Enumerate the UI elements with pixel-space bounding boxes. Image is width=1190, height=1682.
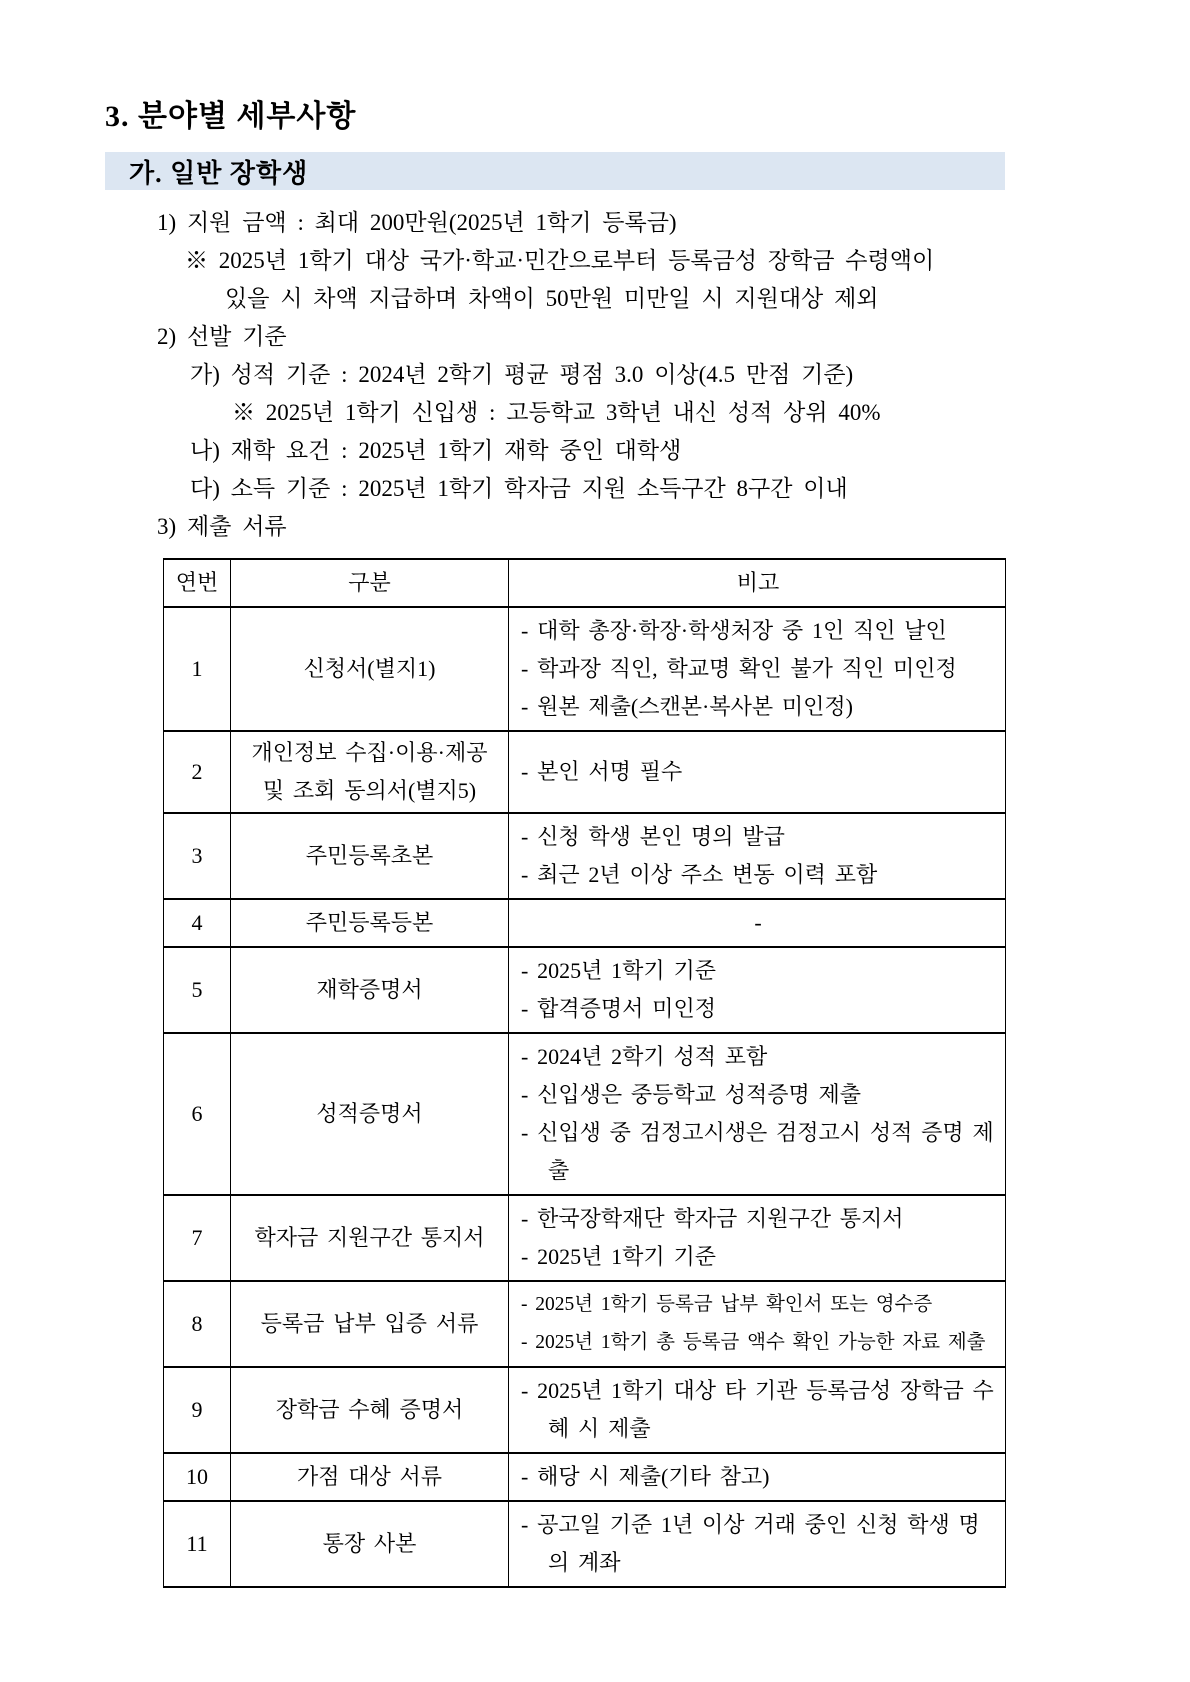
row-remarks (509, 813, 1006, 899)
remark-line: - 2025년 1학기 기준 (521, 1244, 716, 1269)
row-number: 9 (164, 1367, 231, 1453)
table-row (164, 1033, 1006, 1195)
documents-table (163, 558, 1006, 1588)
remark-line: - 신입생은 중등학교 성적증명 제출 (521, 1082, 862, 1107)
header-cell-number: 연번 (164, 559, 231, 607)
remark-line: - 최근 2년 이상 주소 변동 이력 포함 (521, 862, 878, 887)
remark-line: - 2024년 2학기 성적 포함 (521, 1044, 768, 1069)
row-remarks (509, 1453, 1006, 1501)
table-row (164, 1195, 1006, 1281)
row-remarks (509, 607, 1006, 731)
table-row (164, 1281, 1006, 1367)
body-line-selection: 2) 선발 기준 (157, 324, 287, 349)
body-line-support-amount: 1) 지원 금액 : 최대 200만원(2025년 1학기 등록금) (157, 210, 677, 235)
row-category: 재학증명서 (231, 947, 509, 1033)
document-content (105, 98, 1005, 1588)
row-category: 주민등록등본 (231, 899, 509, 947)
table-row (164, 813, 1006, 899)
section-header (105, 152, 1005, 190)
remark-line: - 2025년 1학기 대상 타 기관 등록금성 장학금 수혜 시 제출 (521, 1378, 994, 1441)
row-number: 4 (164, 899, 231, 947)
body-line-note-2: ※ 2025년 1학기 신입생 : 고등학교 3학년 내신 성적 상위 40% (232, 400, 881, 425)
remark-line: - 본인 서명 필수 (521, 759, 683, 784)
body-line-income: 다) 소득 기준 : 2025년 1학기 학자금 지원 소득구간 8구간 이내 (190, 476, 848, 501)
row-number: 1 (164, 607, 231, 731)
row-category: 등록금 납부 입증 서류 (231, 1281, 509, 1367)
table-row (164, 899, 1006, 947)
row-number: 5 (164, 947, 231, 1033)
body-line-documents: 3) 제출 서류 (157, 514, 287, 539)
row-category: 가점 대상 서류 (231, 1453, 509, 1501)
remark-line: - 합격증명서 미인정 (521, 996, 716, 1021)
remark-line: - 한국장학재단 학자금 지원구간 통지서 (521, 1206, 904, 1231)
table-row (164, 731, 1006, 813)
table-header-row (164, 559, 1006, 607)
remark-line: - 학과장 직인, 학교명 확인 불가 직인 미인정 (521, 656, 957, 681)
row-remarks (509, 1195, 1006, 1281)
row-remarks (509, 731, 1006, 813)
row-number: 11 (164, 1501, 231, 1587)
row-number: 8 (164, 1281, 231, 1367)
row-category: 주민등록초본 (231, 813, 509, 899)
row-number: 7 (164, 1195, 231, 1281)
remark-line: - 신청 학생 본인 명의 발급 (521, 824, 785, 849)
remark-line: - 2025년 1학기 기준 (521, 958, 716, 983)
row-category: 신청서(별지1) (231, 607, 509, 731)
row-remarks (509, 1281, 1006, 1367)
row-remarks (509, 1367, 1006, 1453)
row-number: 6 (164, 1033, 231, 1195)
row-remarks (509, 1501, 1006, 1587)
table-row (164, 1453, 1006, 1501)
body-text (105, 204, 1005, 546)
row-number: 2 (164, 731, 231, 813)
page-title: 3. 분야별 세부사항 (105, 100, 357, 133)
remark-line: - 대학 총장·학장·학생처장 중 1인 직인 날인 (521, 618, 947, 643)
row-number: 10 (164, 1453, 231, 1501)
section-header-label: 가. 일반 장학생 (129, 158, 309, 188)
row-category: 성적증명서 (231, 1033, 509, 1195)
remark-line: - 공고일 기준 1년 이상 거래 중인 신청 학생 명의 계좌 (521, 1512, 980, 1575)
header-cell-remarks: 비고 (509, 559, 1006, 607)
header-cell-category: 구분 (231, 559, 509, 607)
row-remarks (509, 1033, 1006, 1195)
body-line-grade: 가) 성적 기준 : 2024년 2학기 평균 평점 3.0 이상(4.5 만점 기준) (190, 362, 854, 387)
documents-table-body (164, 607, 1006, 1587)
body-line-note-1-cont: 있을 시 차액 지급하며 차액이 50만원 미만일 시 지원대상 제외 (225, 286, 879, 311)
table-row (164, 1501, 1006, 1587)
remark-line: - 원본 제출(스캔본·복사본 미인정) (521, 694, 853, 719)
body-line-note-1: ※ 2025년 1학기 대상 국가·학교·민간으로부터 등록금성 장학금 수령액이 (185, 248, 935, 273)
remark-line: - 신입생 중 검정고시생은 검정고시 성적 증명 제출 (521, 1120, 994, 1183)
row-remarks (509, 899, 1006, 947)
row-category: 장학금 수혜 증명서 (231, 1367, 509, 1453)
row-category: 통장 사본 (231, 1501, 509, 1587)
table-row (164, 1367, 1006, 1453)
row-number: 3 (164, 813, 231, 899)
table-row (164, 607, 1006, 731)
row-remarks (509, 947, 1006, 1033)
remark-line: - 2025년 1학기 등록금 납부 확인서 또는 영수증 (521, 1294, 933, 1315)
body-line-enrollment: 나) 재학 요건 : 2025년 1학기 재학 중인 대학생 (190, 438, 682, 463)
remark-line: - 해당 시 제출(기타 참고) (521, 1464, 770, 1489)
row-category: 개인정보 수집·이용·제공 및 조회 동의서(별지5) (231, 731, 509, 813)
table-row (164, 947, 1006, 1033)
remark-line: - 2025년 1학기 총 등록금 액수 확인 가능한 자료 제출 (521, 1332, 986, 1353)
row-category: 학자금 지원구간 통지서 (231, 1195, 509, 1281)
remark-line: - (754, 910, 762, 935)
